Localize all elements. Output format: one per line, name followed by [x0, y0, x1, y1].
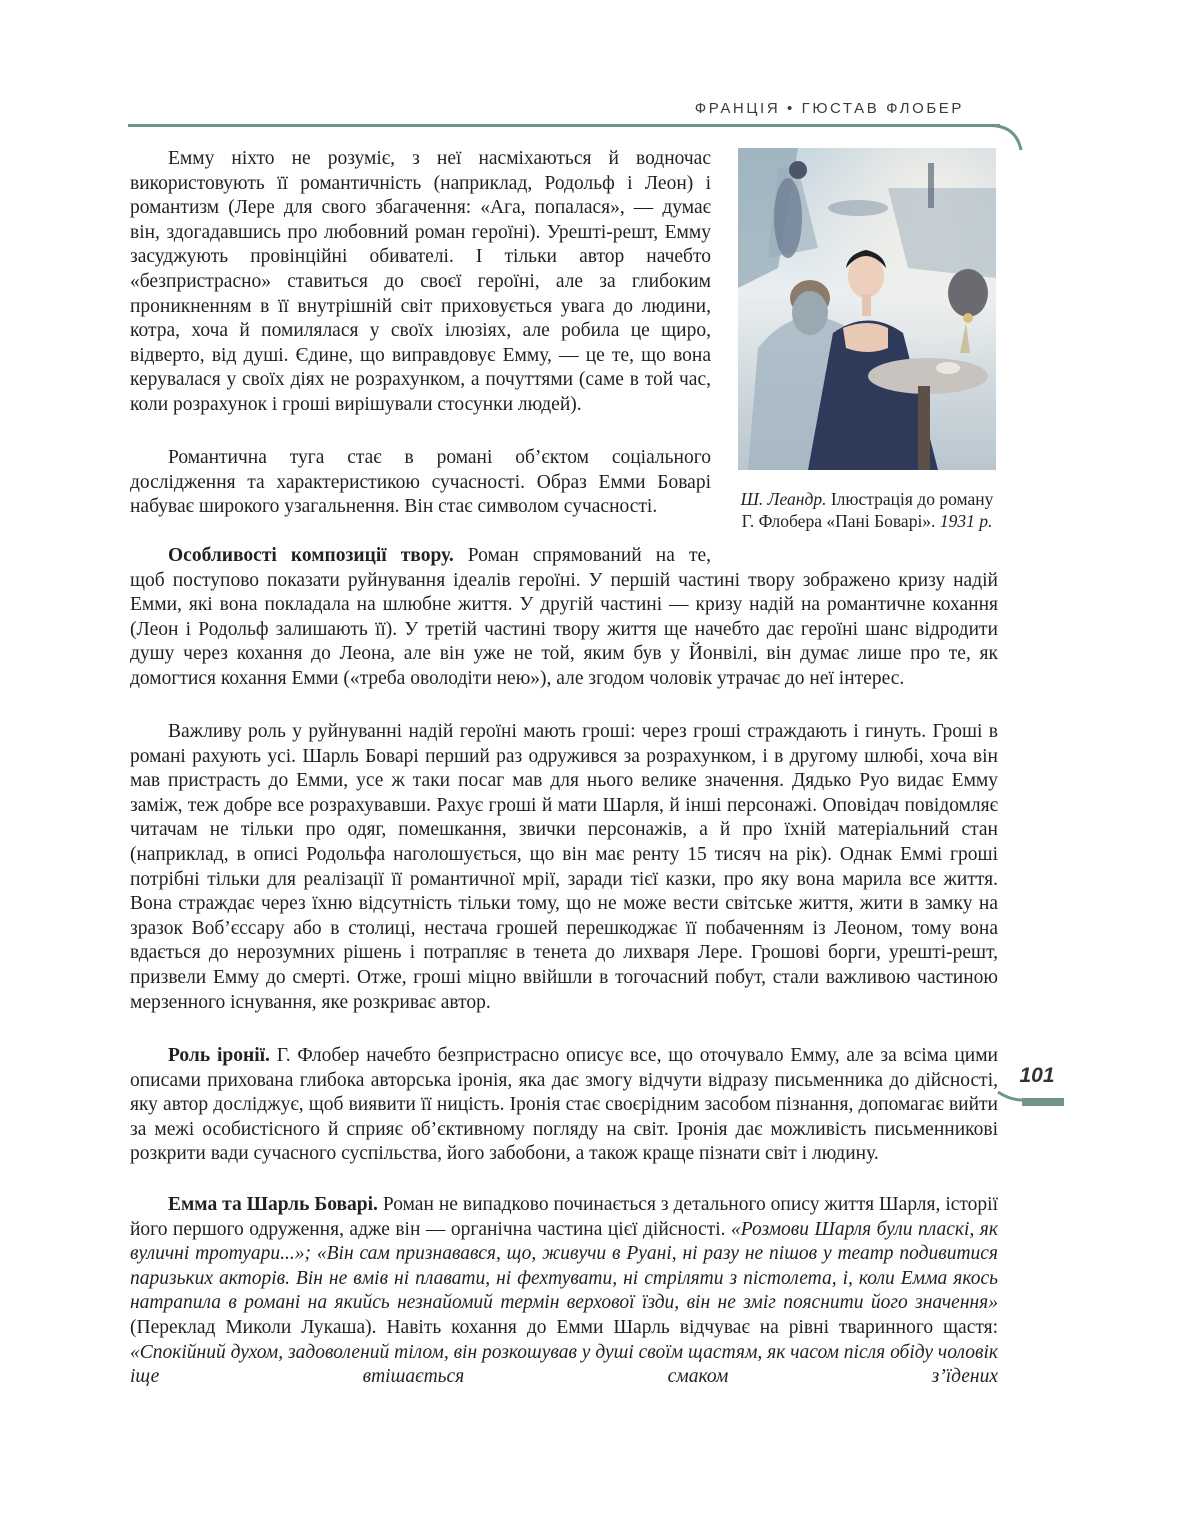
- quote-2: «Спокійний духом, задоволений тілом, він розкошував у душі своїм щастям, як часом після обіду чоловік іще втішається смаком з’їдених: [130, 1341, 998, 1388]
- paragraph-3: щоб поступово показати руйнування ідеалів героїні. У першій частині твору зображено кризу надій Емми, які вона покладала на шлюбне життя. У другій частині — кризу надій на романтичне кохання (Леон і Родольф залишають її). У третій частині твору життя ще начебто дає героїні шанс відродити душу через кохання до Леона, але він уже не той, яким був у Йонвілі, він думає лише про те, як домогтися кохання Емми («треба оволодіти нею»), але згодом чоловік утрачає до неї інтерес.: [130, 569, 998, 689]
- paragraph-5: [130, 1044, 998, 1167]
- paragraph-6-text-a: Роман не випадково починається з детального опису життя Шарля, історії його першого одруження, адже він — органічна частина цієї дійсності.: [130, 1194, 998, 1240]
- header-rule: [128, 124, 1000, 127]
- figure-caption: [738, 488, 996, 532]
- caption-year: 1931 р.: [939, 511, 993, 531]
- running-head: ФРАНЦІЯ • ГЮСТАВ ФЛОБЕР: [694, 100, 964, 117]
- paragraph-5-text: Г. Флобер начебто безпристрасно описує все, що оточувало Емму, але за всіма цими описами прихована глибока авторська іронія, яка дає змогу відчути відразу письменника до дійсності, яку автор досліджує, щоб виявити її ницість. Іронія стає своєрідним засобом пізнання, допомагає вийти за межі особистісного й сприяє об’єктивному погляду на світ. Іронія дає можливість письменникові розкрити вади сучасного суспільства, його забобони, а також краще пізнати світ і людину.: [130, 1045, 998, 1165]
- quote-1: «Розмови Шарля були пласкі, як вуличні тротуари...»; «Він сам признавався, що, живучи в Руані, ні разу не пішов у театр подивитися паризьких акторів. Він не вмів ні плавати, ні фехтувати, ні стріляти з пістолета, і, коли Емма якось натрапила в романі на якийсь незнайомий термін верхової їзди, він не зміг пояснити його значення»: [130, 1218, 998, 1314]
- painting-illustration: [738, 148, 996, 470]
- paragraph-6: [130, 1193, 998, 1390]
- paragraph-2: Романтична туга стає в романі об’єктом соціального дослідження та характеристикою сучасності. Образ Емми Боварі набуває широкого узагальнення. Він стає символом сучасності.: [130, 447, 711, 518]
- page-number: 101: [1019, 1064, 1055, 1087]
- paragraph-4: Важливу роль у руйнуванні надій героїні мають гроші: через гроші страждають і гинуть. Гроші в романі рахують усі. Шарль Боварі перший раз одружився за розрахунком, і в другому шлюбі, хоча він мав пристрасть до Емми, усе ж таки посаг мав для нього велике значення. Дядько Руо видає Емму заміж, теж добре все розрахувавши. Рахує гроші й мати Шарля, й інші персонажі. Оповідач повідомляє читачам не тільки про одяг, помешкання, звички персонажів, а й про їхній матеріальний стан (наприклад, в описі Родольфа наголошується, що він має ренту 15 тисяч на рік). Однак Еммі гроші потрібні тільки для реалізації її романтичної мрії, заради тієї казки, про яку вона марила все життя. Вона страждає через їхню відсутність тільки тому, що не може вести світське життя, жити в замку на зразок Воб’єссару або в столиці, нестача грошей перешкоджає її побаченням із Леоном, тому вона вдається до нерозумних рішень і потрапляє в тенета до лихваря Лере. Грошові борги, урешті-решт, призвели Емму до смерті. Отже, гроші міцно ввійшли в тогочасний побут, стали важливою частиною мерзенного існування, яке розкриває автор.: [130, 721, 998, 1013]
- heading-emma-charles: Емма та Шарль Боварі.: [168, 1194, 378, 1215]
- caption-author: Ш. Леандр.: [740, 489, 827, 509]
- header-rule-curl: [990, 116, 1030, 156]
- paragraph-3-lead-text: Роман спрямований на те,: [467, 545, 711, 566]
- heading-composition: Особливості композиції твору.: [168, 545, 454, 566]
- heading-irony: Роль іронії.: [168, 1045, 270, 1066]
- paragraph-1: Емму ніхто не розуміє, з неї насміхаються й водночас використовують її романтичність (наприклад, Родольф і Леон) і романтизм (Лере для свого збагачення: «Ага, попалася», — думає він, здогадавшись про любовний роман героїні). Урешті-решт, Емму засуджують провінційні обивателі. І тільки автор начебто «безпристрасно» ставиться до своєї героїні, але за глибоким проникненням в її внутрішній світ приховується увага до людини, котра, хоча й помилялася у своїх ілюзіях, але робила це щиро, відверто, від душі. Єдине, що виправдовує Емму, — це те, що вона керувалася у своїх діях не розрахунком, а почуттями (саме в той час, коли розрахунок і гроші вирішували стосунки людей).: [130, 148, 711, 415]
- caption-text: Ілюстрація до роману Г. Флобера «Пані Боварі».: [741, 489, 994, 531]
- paragraph-6-text-b: (Переклад Миколи Лукаша). Навіть кохання до Емми Шарль відчуває на рівні тваринного щастя:: [130, 1316, 998, 1338]
- paragraph-3-first-line: [130, 544, 711, 569]
- footer-rule-curl: [996, 1090, 1066, 1120]
